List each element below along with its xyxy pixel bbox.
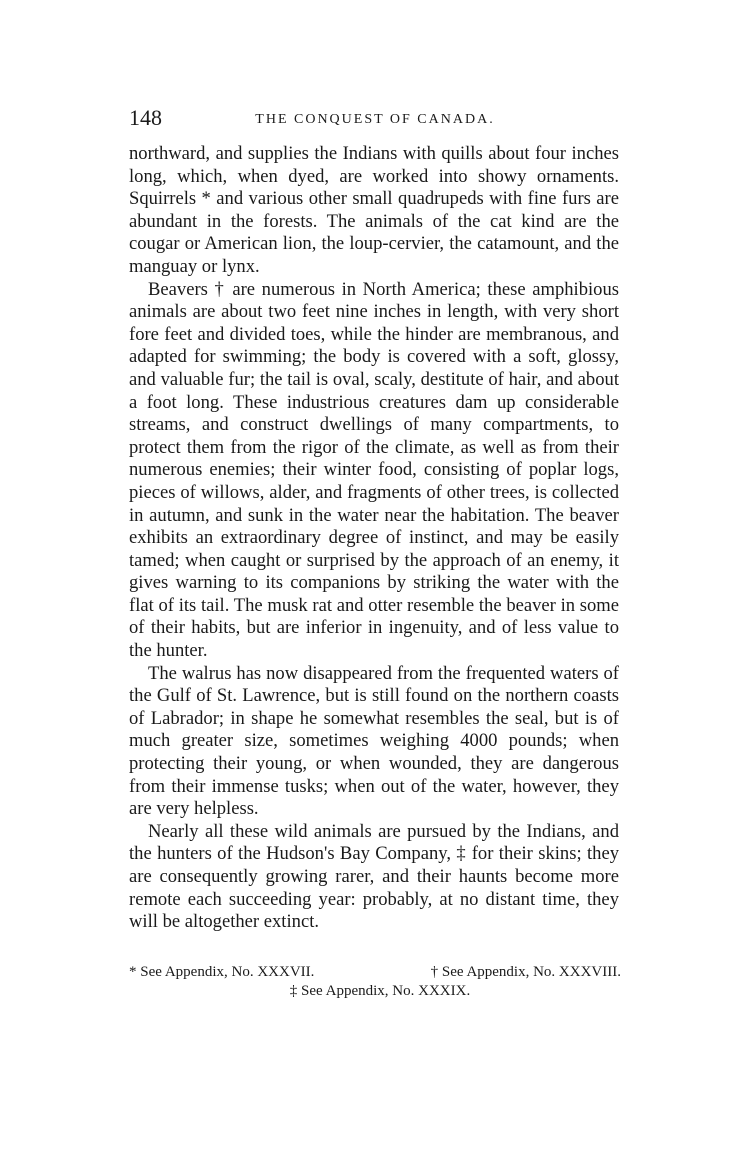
footnote-row <box>129 963 621 982</box>
paragraph-1: northward, and supplies the Indians with quills about four inches long, which, when dyed, are worked into showy ornaments. Squirrels * and various other small quadrupeds with fine furs are abundant in the forests. The animals of the cat kind are the cougar or American lion, the loup-cervier, the catamount, and the manguay or lynx. <box>129 143 619 277</box>
page-header <box>129 104 621 132</box>
footnote-3: ‡ See Appendix, No. XXXIX. <box>289 983 471 999</box>
footnotes <box>129 963 621 1001</box>
running-title: THE CONQUEST OF CANADA. <box>255 112 495 127</box>
paragraph-3: The walrus has now disappeared from the frequented waters of the Gulf of St. Lawrence, but is still found on the northern coasts of Labrador; in shape he somewhat resembles the seal, but is of much greater size, sometimes weighing 4000 pounds; when protecting their young, or when wounded, they are dangerous from their immense tusks; when out of the water, however, they are very helpless. <box>129 662 619 820</box>
footnote-1: * See Appendix, No. XXXVII. <box>129 964 315 980</box>
page-number: 148 <box>129 105 162 130</box>
body-text <box>129 143 619 934</box>
paragraph-4: Nearly all these wild animals are pursued by the Indians, and the hunters of the Hudson's Bay Company, ‡ for their skins; they are consequently growing rarer, and their haunts become more remote each succeeding year: probably, at no distant time, they will be altogether extinct. <box>129 820 619 933</box>
footnote-2: † See Appendix, No. XXXVIII. <box>430 964 621 980</box>
paragraph-2: Beavers † are numerous in North America; these amphibious animals are about two feet nine inches in length, with very short fore feet and divided toes, while the hinder are membranous, and adapted for swimming; the body is covered with a soft, glossy, and valuable fur; the tail is oval, scaly, destitute of hair, and about a foot long. These industrious creatures dam up considerable streams, and construct dwellings of many compartments, to protect them from the rigor of the climate, as well as from their numerous enemies; their winter food, consisting of poplar logs, pieces of willows, alder, and fragments of other trees, is collected in autumn, and sunk in the water near the habitation. The beaver exhibits an extraordinary degree of instinct, and may be easily tamed; when caught or surprised by the approach of an enemy, it gives warning to its companions by striking the water with the flat of its tail. The musk rat and otter resemble the beaver in some of their habits, but are inferior in ingenuity, and of less value to the hunter. <box>129 278 619 662</box>
